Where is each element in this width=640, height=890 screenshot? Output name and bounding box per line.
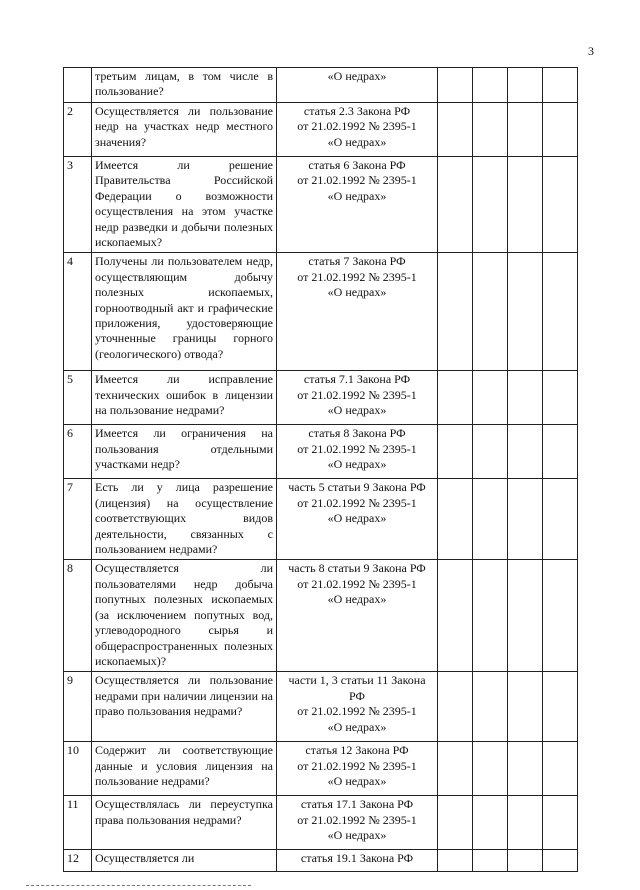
row-number: 7 — [64, 479, 92, 560]
legal-reference-line: «О недрах» — [327, 188, 387, 203]
answer-cell — [543, 157, 578, 253]
legal-reference-line: «О недрах» — [327, 69, 387, 83]
answer-cell — [508, 68, 543, 103]
legal-reference-line: от 21.02.1992 № 2395-1 — [297, 758, 417, 773]
legal-reference-line: от 21.02.1992 № 2395-1 — [297, 812, 417, 827]
footer-divider — [26, 885, 251, 886]
answer-cell — [473, 796, 508, 850]
question-cell: Осуществляется ли пользователями недр добыча попутных полезных ископаемых (за исключением попутных вод, углеводородного сырья и общераспространенных полезных ископаемых)? — [92, 560, 277, 672]
answer-cell — [438, 479, 473, 560]
table-row — [64, 479, 578, 560]
legal-reference-line: статья 19.1 Закона РФ — [300, 851, 414, 866]
legal-reference-line: статья 12 Закона РФ — [305, 743, 409, 758]
row-number: 5 — [64, 371, 92, 425]
table-row — [64, 850, 578, 872]
answer-cell — [543, 479, 578, 560]
answer-cell — [473, 157, 508, 253]
legal-reference-line: РФ — [349, 688, 365, 703]
legal-reference-cell — [277, 479, 438, 560]
legal-reference-cell — [277, 742, 438, 796]
legal-reference-line: статья 6 Закона РФ — [308, 158, 406, 172]
question-cell: Осуществляется ли — [92, 850, 277, 872]
answer-cell — [473, 371, 508, 425]
legal-reference-line: «О недрах» — [327, 457, 387, 472]
answer-cell — [438, 672, 473, 742]
question-cell: Имеется ли исправление технических ошибок в лицензии на пользование недрами? — [92, 371, 277, 425]
answer-cell — [438, 425, 473, 479]
answer-cell — [508, 672, 543, 742]
answer-cell — [543, 850, 578, 872]
question-cell: Осуществляется ли пользование недрами при наличии лицензии на право пользования недрами? — [92, 672, 277, 742]
answer-cell — [473, 672, 508, 742]
legal-reference-cell — [277, 850, 438, 872]
answer-cell — [508, 103, 543, 157]
legal-reference-cell — [277, 371, 438, 425]
answer-cell — [508, 371, 543, 425]
question-cell: Получены ли пользователем недр, осуществляющим добычу полезных ископаемых, горноотводный акт и графические приложения, удостоверяющие уточненные границы горного (геологического) отвода? — [92, 253, 277, 371]
table-row — [64, 672, 578, 742]
legal-reference-line: часть 5 статьи 9 Закона РФ — [288, 480, 426, 495]
table-row — [64, 425, 578, 479]
answer-cell — [473, 850, 508, 872]
question-cell: Осуществлялась ли переуступка права пользования недрами? — [92, 796, 277, 850]
legal-reference-cell — [277, 103, 438, 157]
legal-reference-line: «О недрах» — [327, 403, 387, 418]
legal-reference-line: от 21.02.1992 № 2395-1 — [297, 173, 417, 188]
answer-cell — [438, 796, 473, 850]
answer-cell — [473, 742, 508, 796]
question-cell: Имеется ли решение Правительства Российской Федерации о возможности осуществления на этом участке недр разведки и добычи полезных ископаемых? — [92, 157, 277, 253]
answer-cell — [508, 560, 543, 672]
row-number: 12 — [64, 850, 92, 872]
answer-cell — [543, 560, 578, 672]
answer-cell — [473, 253, 508, 371]
table-row — [64, 68, 578, 103]
legal-reference-line: статья 8 Закона РФ — [308, 426, 406, 441]
answer-cell — [473, 560, 508, 672]
row-number: 8 — [64, 560, 92, 672]
answer-cell — [543, 425, 578, 479]
answer-cell — [438, 742, 473, 796]
legal-reference-line: статья 7.1 Закона РФ — [303, 372, 411, 387]
answer-cell — [438, 103, 473, 157]
checklist-table — [63, 67, 578, 872]
legal-reference-line: от 21.02.1992 № 2395-1 — [297, 441, 417, 456]
answer-cell — [543, 672, 578, 742]
legal-reference-line: от 21.02.1992 № 2395-1 — [297, 495, 417, 510]
answer-cell — [438, 371, 473, 425]
legal-reference-line: статья 7 Закона РФ — [308, 254, 406, 269]
answer-cell — [508, 850, 543, 872]
legal-reference-line: от 21.02.1992 № 2395-1 — [297, 576, 417, 591]
legal-reference-cell — [277, 68, 438, 103]
answer-cell — [543, 742, 578, 796]
legal-reference-line: «О недрах» — [327, 592, 387, 607]
answer-cell — [543, 371, 578, 425]
table-row — [64, 742, 578, 796]
table-row — [64, 103, 578, 157]
answer-cell — [543, 796, 578, 850]
table-row — [64, 157, 578, 253]
row-number: 4 — [64, 253, 92, 371]
question-cell: Имеется ли ограничения на пользования отдельными участками недр? — [92, 425, 277, 479]
legal-reference-cell — [277, 796, 438, 850]
legal-reference-line: от 21.02.1992 № 2395-1 — [297, 269, 417, 284]
row-number: 9 — [64, 672, 92, 742]
legal-reference-cell — [277, 253, 438, 371]
answer-cell — [543, 253, 578, 371]
legal-reference-line: «О недрах» — [327, 774, 387, 789]
row-number: 3 — [64, 157, 92, 253]
row-number — [64, 68, 92, 103]
answer-cell — [438, 68, 473, 103]
page-number: 3 — [588, 44, 594, 58]
legal-reference-line: от 21.02.1992 № 2395-1 — [297, 704, 417, 719]
question-cell: Содержит ли соответствующие данные и условия лицензия на пользование недрами? — [92, 742, 277, 796]
table-row — [64, 371, 578, 425]
row-number: 6 — [64, 425, 92, 479]
answer-cell — [473, 103, 508, 157]
answer-cell — [473, 479, 508, 560]
row-number: 11 — [64, 796, 92, 850]
question-cell: Осуществляется ли пользование недр на участках недр местного значения? — [92, 103, 277, 157]
legal-reference-line: от 21.02.1992 № 2395-1 — [297, 119, 417, 134]
legal-reference-line: статья 2.3 Закона РФ — [303, 104, 411, 118]
legal-reference-line: части 1, 3 статьи 11 Закона — [288, 673, 426, 688]
table-row — [64, 796, 578, 850]
answer-cell — [438, 253, 473, 371]
legal-reference-line: «О недрах» — [327, 285, 387, 300]
table-row — [64, 253, 578, 371]
legal-reference-line: статья 17.1 Закона РФ — [300, 797, 414, 812]
legal-reference-cell — [277, 672, 438, 742]
legal-reference-line: «О недрах» — [327, 828, 387, 843]
legal-reference-cell — [277, 560, 438, 672]
legal-reference-line: часть 8 статьи 9 Закона РФ — [288, 561, 426, 576]
answer-cell — [543, 103, 578, 157]
answer-cell — [438, 157, 473, 253]
question-cell: третьим лицам, в том числе в пользование? — [92, 68, 277, 103]
answer-cell — [508, 157, 543, 253]
table-row — [64, 560, 578, 672]
answer-cell — [473, 68, 508, 103]
answer-cell — [438, 850, 473, 872]
legal-reference-line: «О недрах» — [327, 719, 387, 734]
legal-reference-line: «О недрах» — [327, 134, 387, 149]
answer-cell — [508, 742, 543, 796]
answer-cell — [473, 425, 508, 479]
answer-cell — [508, 425, 543, 479]
legal-reference-line: от 21.02.1992 № 2395-1 — [297, 387, 417, 402]
answer-cell — [508, 796, 543, 850]
row-number: 10 — [64, 742, 92, 796]
answer-cell — [438, 560, 473, 672]
legal-reference-cell — [277, 425, 438, 479]
answer-cell — [508, 253, 543, 371]
checklist-rows — [64, 68, 578, 872]
legal-reference-cell — [277, 157, 438, 253]
legal-reference-line: «О недрах» — [327, 511, 387, 526]
row-number: 2 — [64, 103, 92, 157]
question-cell: Есть ли у лица разрешение (лицензия) на осуществление соответствующих видов деятельности, связанных с пользованием недрами? — [92, 479, 277, 560]
answer-cell — [508, 479, 543, 560]
answer-cell — [543, 68, 578, 103]
